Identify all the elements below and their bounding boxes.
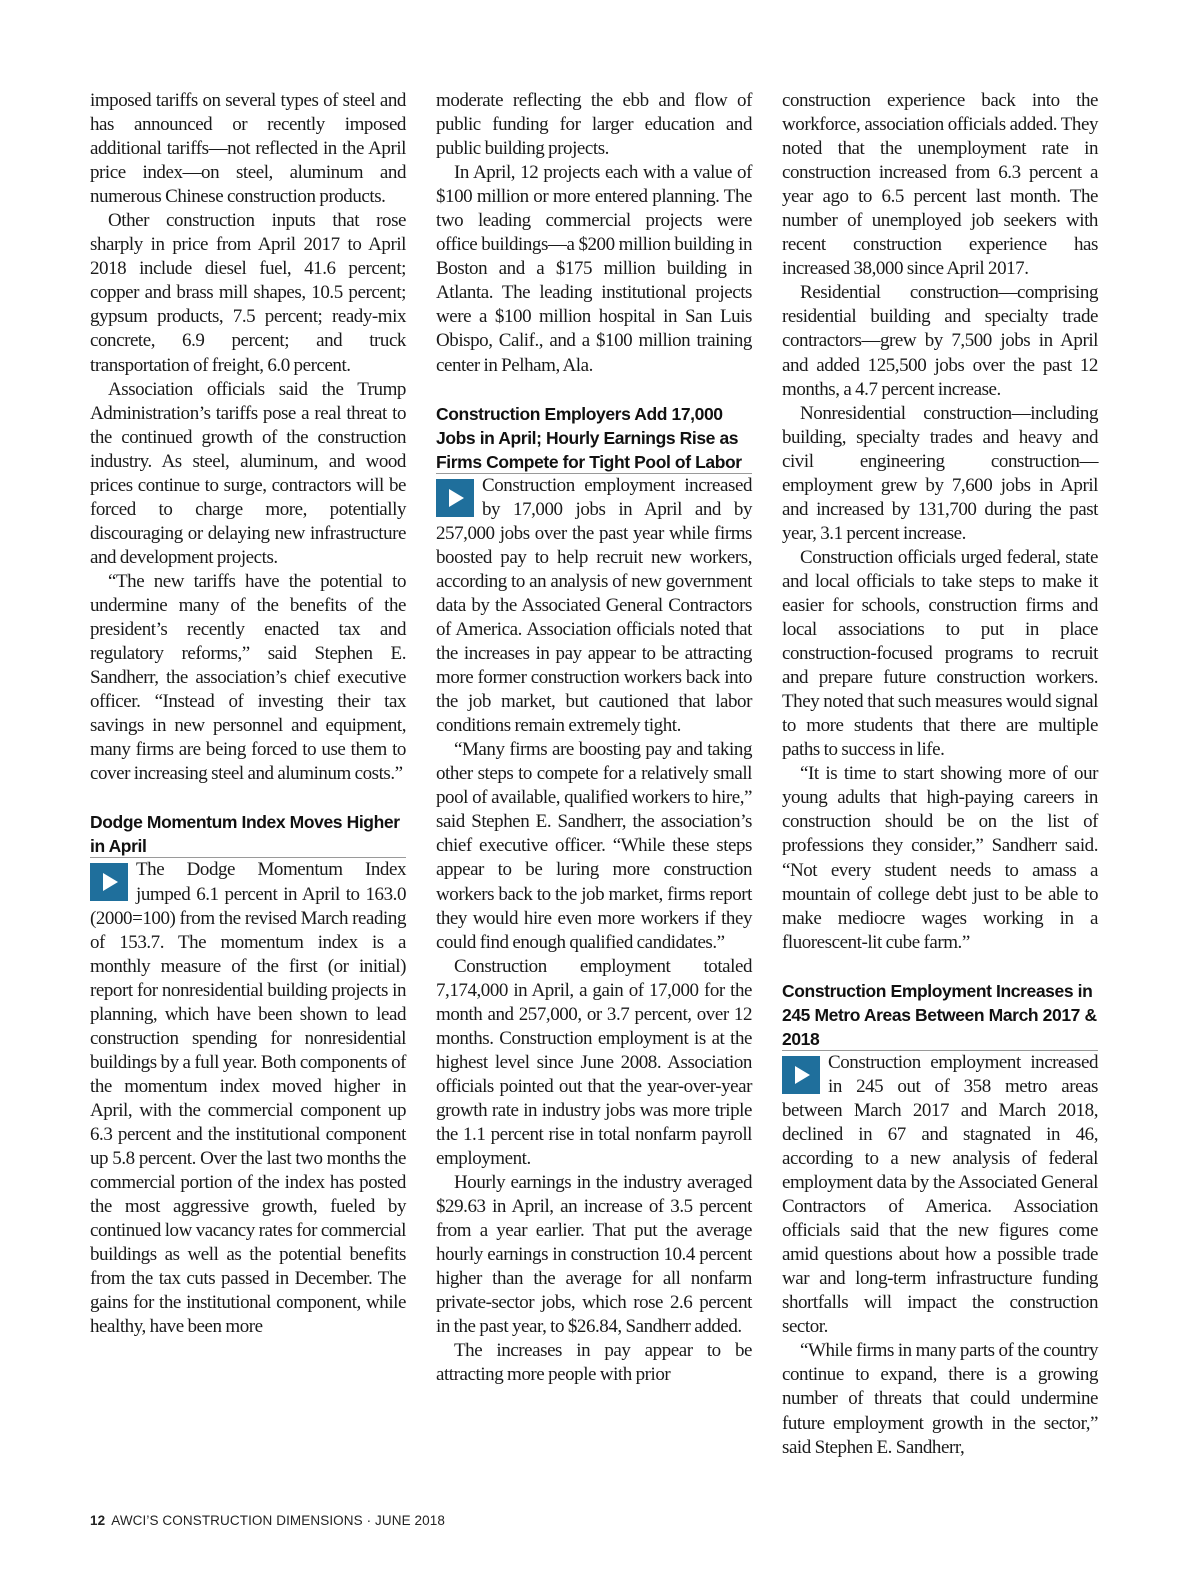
section-spacer [436,378,752,402]
paragraph-text: Other construction inputs that rose sharply in price from April 2017 to April 2018 include diesel fuel, 41.6 percent; copper and brass mill shapes, 10.5 percent; gypsum products, 7.5 percent; ready-mix concrete, 6.9 percent; and truck transportation of freight, 6.0 percent. [90,210,406,376]
paragraph-text: Construction employment totaled 7,174,000 in April, a gain of 17,000 for the month and 257,000, or 3.7 percent, over 12 months. Construction employment is at the highest level since June 2008. Association officials pointed out that the year-over-year growth rate in industry jobs was more triple the 1.1 percent rise in total nonfarm payroll employment. [436,955,752,1170]
body-paragraph [436,738,752,954]
body-paragraph [782,762,1098,954]
body-paragraph [782,281,1098,401]
publication-info: AWCI’S CONSTRUCTION DIMENSIONS · JUNE 2018 [111,1513,445,1528]
column-1 [90,89,406,1339]
body-paragraph [90,378,406,570]
body-paragraph [782,1339,1098,1459]
body-paragraph [436,1339,752,1387]
paragraph-text: Nonresidential construction—including building, specialty trades and heavy and civil engineering construction—employment grew by 7,600 jobs in April and increased by 131,700 during the past year, 3.1 percent increase. [782,402,1098,544]
paragraph-text: Association officials said the Trump Administration’s tariffs pose a real threat to the continued growth of the construction industry. As steel, aluminum, and wood prices continue to surge, contractors will be forced to charge more, potentially discouraging or delaying new infrastructure and development projects. [90,378,406,568]
paragraph-text: “While firms in many parts of the country continue to expand, there is a growing number of threats that could undermine future employment growth in the sector,” said Stephen E. Sandherr, [782,1340,1098,1458]
body-paragraph [436,1171,752,1339]
body-paragraph [782,402,1098,546]
page-footer [90,1513,445,1528]
section-spacer [782,955,1098,979]
column-3 [782,89,1098,1460]
section-heading: Construction Employers Add 17,000 Jobs in April; Hourly Earnings Rise as Firms Compete for Tight Pool of Labor [436,403,742,472]
paragraph-text: In April, 12 projects each with a value of $100 million or more entered planning. The two leading commercial projects were office buildings—a $200 million building in Boston and a $175 million building in Atlanta. The leading institutional projects were a $100 million hospital in San Luis Obispo, Calif., and a $100 million training center in Pelham, Ala. [436,162,752,376]
paragraph-text: The increases in pay appear to be attracting more people with prior [436,1340,752,1386]
body-paragraph [90,209,406,377]
lead-paragraph [436,474,752,739]
body-paragraph [436,161,752,377]
lead-paragraph [90,858,406,1339]
paragraph-text: moderate reflecting the ebb and flow of public funding for larger education and public building projects. [436,90,752,160]
paragraph-text: “Many firms are boosting pay and taking other steps to compete for a relatively small pool of available, qualified workers to hire,” said Stephen E. Sandherr, the association’s chief executive officer. “While these steps appear to be luring more construction workers back to the job market, firms report they would hire even more workers if they could find enough qualified candidates.” [436,739,752,953]
paragraph-text: Residential construction—comprising residential building and specialty trade contractors—grew by 7,500 jobs in April and added 125,500 jobs over the past 12 months, a 4.7 percent increase. [782,282,1098,400]
paragraph-text: “The new tariffs have the potential to undermine many of the benefits of the president’s recently enacted tax and regulatory reforms,” said Stephen E. Sandherr, the association’s chief executive officer. “Instead of investing their tax savings in new personnel and equipment, many firms are being forced to use them to cover increasing steel and aluminum costs.” [90,570,406,785]
body-paragraph [90,89,406,209]
body-paragraph [436,955,752,1171]
paragraph-text: The Dodge Momentum Index jumped 6.1 percent in April to 163.0 (2000=100) from the revised March reading of 153.7. The momentum index is a monthly measure of the first (or initial) report for nonresidential building projects in planning, which have been shown to lead construction spending for nonresidential buildings by a full year. Both components of the momentum index moved higher in April, with the commercial component up 6.3 percent and the institutional component up 5.8 percent. Over the last two months the commercial portion of the index has posted the most aggressive growth, fueled by continued low vacancy rates for commercial buildings as well as the potential benefits from the tax cuts passed in December. The gains for the institutional component, while healthy, have been more [90,859,406,1338]
play-arrow-icon [436,479,474,517]
paragraph-text: Construction employment increased by 17,000 jobs in April and by 257,000 jobs over the past year while firms boosted pay to help recruit new workers, according to an analysis of new government data by the Associated General Contractors of America. Association officials noted that the increases in pay appear to be attracting more former construction workers back into the job market, but cautioned that labor conditions remain extremely tight. [436,474,752,737]
paragraph-text: imposed tariffs on several types of steel and has announced or recently imposed additional tariffs—not reflected in the April price index—on steel, aluminum and numerous Chinese construction products. [90,90,406,208]
body-paragraph [782,546,1098,762]
page-number: 12 [90,1513,106,1528]
body-paragraph [436,89,752,161]
play-arrow-icon [90,863,128,901]
play-arrow-icon [782,1056,820,1094]
paragraph-text: Construction officials urged federal, state and local officials to take steps to make it easier for schools, construction firms and local associations to put in place construction-focused programs to recruit and prepare future construction workers. They noted that such measures would signal to more students that there are multiple paths to success in life. [782,546,1098,761]
body-paragraph [90,570,406,786]
paragraph-text: construction experience back into the workforce, association officials added. They noted that the unemployment rate in construction increased from 6.3 percent a year ago to 6.5 percent last month. The number of unemployed job seekers with recent construction experience has increased 38,000 since April 2017. [782,90,1098,280]
paragraph-text: Hourly earnings in the industry averaged $29.63 in April, an increase of 3.5 percent from a year earlier. That put the average hourly earnings in construction 10.4 percent higher than the average for all nonfarm private-sector jobs, which rose 2.6 percent in the past year, to $26.84, Sandherr added. [436,1172,752,1338]
section-spacer [90,786,406,810]
paragraph-text: “It is time to start showing more of our young adults that high-paying careers in construction should be on the list of professions they consider,” Sandherr said. “Not every student needs to amass a mountain of college debt just to be able to make mediocre wages working in a fluorescent-lit cube farm.” [782,763,1098,953]
section-heading: Dodge Momentum Index Moves Higher in April [90,812,400,857]
column-2 [436,89,752,1387]
paragraph-text: Construction employment increased in 245 out of 358 metro areas between March 2017 and March 2018, declined in 67 and stagnated in 46, according to a new analysis of federal employment data by the Associated General Contractors of America. Association officials said that the new figures come amid questions about how a possible trade war and long-term infrastructure funding shortfalls will impact the construction sector. [782,1051,1098,1338]
section-heading: Construction Employment Increases in 245 Metro Areas Between March 2017 & 2018 [782,980,1097,1049]
body-paragraph [782,89,1098,281]
lead-paragraph [782,1051,1098,1340]
